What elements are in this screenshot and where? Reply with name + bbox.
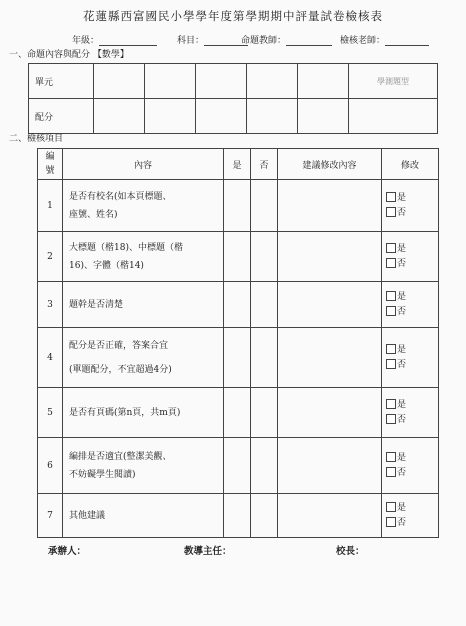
no-cell[interactable] — [251, 232, 278, 282]
unit-cell[interactable] — [298, 64, 349, 99]
checkbox-icon — [386, 344, 396, 354]
item-number: 1 — [38, 180, 63, 232]
yes-cell[interactable] — [224, 494, 251, 538]
unit-label: 單元 — [29, 64, 94, 99]
item-content: 是否有校名(如本頁標題、 座號、姓名) — [63, 180, 224, 232]
no-cell[interactable] — [251, 282, 278, 328]
item-content: 大標題（楷18)、中標題（楷 16)、字體（楷14) — [63, 232, 224, 282]
revise-no-checkbox[interactable]: 否 — [382, 466, 438, 481]
no-cell[interactable] — [251, 388, 278, 438]
item-number: 4 — [38, 328, 63, 388]
table-row — [38, 282, 439, 328]
score-cell[interactable] — [94, 99, 145, 134]
header-revise: 修改 — [382, 149, 439, 180]
unit-cell[interactable] — [94, 64, 145, 99]
checkbox-icon — [386, 452, 396, 462]
grade-field: 年級： — [72, 33, 157, 46]
checklist-table — [37, 148, 439, 538]
revise-yes-checkbox[interactable]: 是 — [382, 343, 438, 358]
item-content: 其他建議 — [63, 494, 224, 538]
checkbox-icon — [386, 517, 396, 527]
score-cell[interactable] — [298, 99, 349, 134]
checklist-header — [38, 149, 439, 180]
table-row — [38, 438, 439, 494]
checkbox-icon — [386, 399, 396, 409]
suggestion-cell[interactable] — [278, 328, 382, 388]
table-row — [38, 328, 439, 388]
revise-cell — [382, 494, 439, 538]
yes-cell[interactable] — [224, 438, 251, 494]
form-title: 花蓮縣西富國民小學學年度第學期期中評量試卷檢核表 — [83, 9, 383, 23]
unit-hint: 學測題型 — [349, 64, 438, 99]
unit-row — [29, 64, 438, 99]
no-cell[interactable] — [251, 328, 278, 388]
table-row — [38, 232, 439, 282]
revise-no-checkbox[interactable]: 否 — [382, 358, 438, 373]
revise-yes-checkbox[interactable]: 是 — [382, 290, 438, 305]
suggestion-cell[interactable] — [278, 180, 382, 232]
examiner-line[interactable] — [286, 35, 332, 46]
unit-cell[interactable] — [145, 64, 196, 99]
director-signature-label: 教導主任： — [184, 546, 232, 557]
revise-cell — [382, 328, 439, 388]
no-cell[interactable] — [251, 438, 278, 494]
revise-yes-checkbox[interactable]: 是 — [382, 398, 438, 413]
checkbox-icon — [386, 207, 396, 217]
no-cell[interactable] — [251, 180, 278, 232]
yes-cell[interactable] — [224, 328, 251, 388]
score-cell[interactable] — [145, 99, 196, 134]
item-content: 題幹是否清楚 — [63, 282, 224, 328]
principal-signature-label: 校長： — [336, 546, 365, 557]
table-row — [38, 180, 439, 232]
revise-no-checkbox[interactable]: 否 — [382, 305, 438, 320]
subject-field: 科目： — [177, 33, 248, 46]
revise-yes-checkbox[interactable]: 是 — [382, 501, 438, 516]
suggestion-cell[interactable] — [278, 232, 382, 282]
grade-line[interactable] — [99, 35, 157, 46]
revise-no-checkbox[interactable]: 否 — [382, 257, 438, 272]
score-cell[interactable] — [349, 99, 438, 134]
revise-no-checkbox[interactable]: 否 — [382, 413, 438, 428]
revise-cell — [382, 232, 439, 282]
yes-cell[interactable] — [224, 232, 251, 282]
checkbox-icon — [386, 306, 396, 316]
revise-cell — [382, 438, 439, 494]
revise-yes-checkbox[interactable]: 是 — [382, 242, 438, 257]
unit-cell[interactable] — [196, 64, 247, 99]
checkbox-icon — [386, 258, 396, 268]
revise-cell — [382, 388, 439, 438]
scope-table — [28, 63, 438, 134]
score-cell[interactable] — [196, 99, 247, 134]
revise-cell — [382, 180, 439, 232]
item-number: 7 — [38, 494, 63, 538]
checkbox-icon — [386, 192, 396, 202]
suggestion-cell[interactable] — [278, 388, 382, 438]
suggestion-cell[interactable] — [278, 494, 382, 538]
section-one-heading: 一、命題內容與配分 【數學】 — [9, 50, 129, 60]
revise-yes-checkbox[interactable]: 是 — [382, 451, 438, 466]
organizer-signature-label: 承辦人： — [48, 546, 87, 557]
yes-cell[interactable] — [224, 282, 251, 328]
header-suggestion: 建議修改內容 — [278, 149, 382, 180]
revise-yes-checkbox[interactable]: 是 — [382, 191, 438, 206]
item-content: 配分是否正確，答案合宜 (單題配分，不宜超過4分) — [63, 328, 224, 388]
revise-no-checkbox[interactable]: 否 — [382, 206, 438, 221]
item-content: 編排是否適宜(整潔美觀、 不妨礙學生閱讀) — [63, 438, 224, 494]
header-yes: 是 — [224, 149, 251, 180]
reviewer-field: 檢核老師： — [340, 33, 429, 46]
item-number: 5 — [38, 388, 63, 438]
suggestion-cell[interactable] — [278, 438, 382, 494]
section-two-heading: 二、檢核項目 — [9, 134, 64, 144]
no-cell[interactable] — [251, 494, 278, 538]
item-number: 2 — [38, 232, 63, 282]
examiner-field: 命題教師： — [241, 33, 332, 46]
table-row — [38, 388, 439, 438]
checkbox-icon — [386, 414, 396, 424]
header-no: 否 — [251, 149, 278, 180]
item-number: 6 — [38, 438, 63, 494]
revise-no-checkbox[interactable]: 否 — [382, 516, 438, 531]
suggestion-cell[interactable] — [278, 282, 382, 328]
unit-cell[interactable] — [247, 64, 298, 99]
item-number: 3 — [38, 282, 63, 328]
yes-cell[interactable] — [224, 180, 251, 232]
score-row — [29, 99, 438, 134]
checkbox-icon — [386, 359, 396, 369]
header-content: 內容 — [63, 149, 224, 180]
table-row — [38, 494, 439, 538]
header-number: 編 號 — [38, 149, 63, 180]
yes-cell[interactable] — [224, 388, 251, 438]
reviewer-line[interactable] — [385, 35, 429, 46]
checkbox-icon — [386, 467, 396, 477]
checkbox-icon — [386, 291, 396, 301]
score-cell[interactable] — [247, 99, 298, 134]
checkbox-icon — [386, 502, 396, 512]
revise-cell — [382, 282, 439, 328]
item-content: 是否有頁碼(第n頁，共m頁) — [63, 388, 224, 438]
score-label: 配分 — [29, 99, 94, 134]
checkbox-icon — [386, 243, 396, 253]
